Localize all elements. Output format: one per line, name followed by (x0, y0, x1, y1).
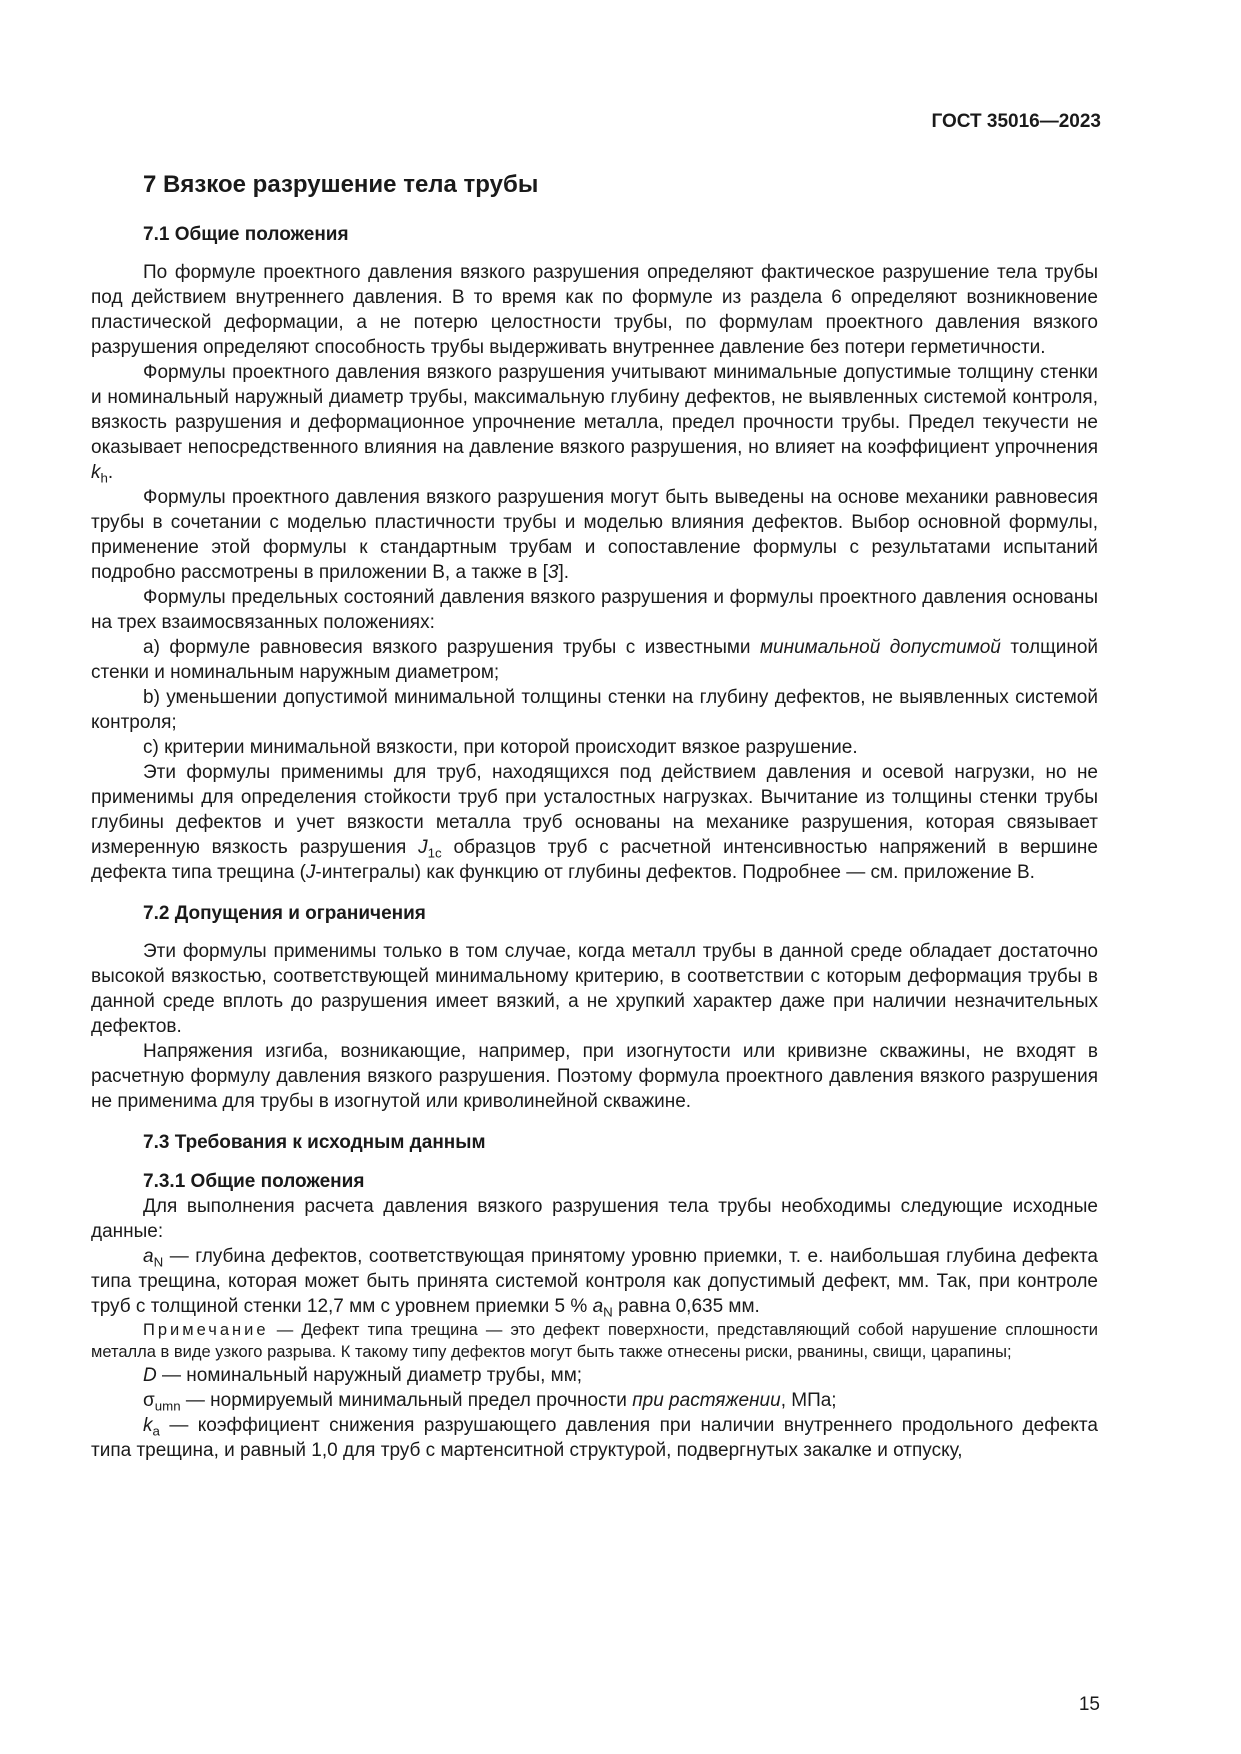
list-item: b) уменьшении допустимой минимальной толщины стенки на глубину дефектов, не выявленных системой контроля; (91, 687, 1098, 733)
section-heading: 7 Вязкое разрушение тела трубы (143, 171, 539, 198)
paragraph: Напряжения изгиба, возникающие, например, при изогнутости или кривизне скважины, не входят в расчетную формулу давления вязкого разрушения. Поэтому формула проектного давления вязкого разрушения не применима для трубы в изогнутой или криволинейной скважине. (91, 1041, 1098, 1112)
paragraph: Эти формулы применимы только в том случае, когда металл трубы в данной среде обладает достаточно высокой вязкостью, соответствующей минимальному критерию, в соответствии с которым деформация трубы в данной среде вплоть до разрушения имеет вязкий, а не хрупкий характер даже при наличии незначительных дефектов. (91, 941, 1098, 1037)
paragraph: По формуле проектного давления вязкого разрушения определяют фактическое разрушение тела трубы под действием внутреннего давления. В то время как по формуле из раздела 6 определяют возникновение пластической деформации, а не потерю целостности трубы, по формулам проектного давления вязкого разрушения определяют способность трубы выдерживать внутреннее давление без потери герметичности. (91, 262, 1098, 358)
note: Примечание — Дефект типа трещина — это дефект поверхности, представляющий собой нарушение сплошности металла в виде узкого разрыва. К такому типу дефектов могут быть также отнесены риски, рванины, свищи, царапины; (91, 1321, 1098, 1361)
subsection-7-1-heading: 7.1 Общие положения (143, 224, 349, 245)
list-item: c) критерии минимальной вязкости, при которой происходит вязкое разрушение. (143, 737, 858, 758)
paragraph: Для выполнения расчета давления вязкого разрушения тела трубы необходимы следующие исходные данные: (91, 1196, 1098, 1242)
page-number: 15 (1078, 1694, 1100, 1715)
paragraph: Формулы предельных состояний давления вязкого разрушения и формулы проектного давления основаны на трех взаимосвязанных положениях: (91, 587, 1098, 633)
reference-link[interactable]: 3 (547, 562, 559, 583)
list-item: a) формуле равновесия вязкого разрушения трубы с известными минимальной допустимой толщиной стенки и номинальным наружным диаметром; (91, 637, 1098, 683)
subsection-7-2-heading: 7.2 Допущения и ограничения (143, 903, 426, 924)
subsection-7-3-1-heading: 7.3.1 Общие положения (143, 1171, 365, 1192)
paragraph: Эти формулы применимы для труб, находящихся под действием давления и осевой нагрузки, но не применимы для определения стойкости труб при усталостных нагрузках. Вычитание из толщины стенки трубы глубины дефектов и учет вязкости металла труб основаны на механике разрушения, которая связывает измеренную вязкость разрушения $J_{1c}$ образцов труб с расчетной интенсивностью напряжений в вершине дефекта типа трещина (J-интегралы) как функцию от глубины дефектов. Подробнее — см. приложение В. (91, 762, 1098, 883)
paragraph: Формулы проектного давления вязкого разрушения могут быть выведены на основе механики равновесия трубы в сочетании с моделью пластичности трубы и моделью влияния дефектов. Выбор основной формулы, применение этой формулы к стандартным трубам и сопоставление формулы с результатами испытаний подробно рассмотрены в приложении В, а также в [3]. (91, 487, 1098, 583)
page-content (91, 170, 1098, 1463)
note-label: Примечание (143, 1321, 269, 1339)
definition-sigma: $\sigma_{umn}$ — нормируемый минимальный предел прочности при растяжении, МПа; (143, 1390, 837, 1414)
subsection-7-3-heading: 7.3 Требования к исходным данным (143, 1132, 486, 1153)
paragraph: Формулы проектного давления вязкого разрушения учитывают минимальные допустимые толщину стенки и номинальный наружный диаметр трубы, максимальную глубину дефектов, не выявленных системой контроля, вязкость разрушения и деформационное упрочнение металла, предел прочности трубы. Предел текучести не оказывает непосредственного влияния на давление вязкого разрушения, но влияет на коэффициент упрочнения $k_h$. (91, 362, 1098, 486)
definition-aN: $a_N$ — глубина дефектов, соответствующая принятому уровню приемки, т. е. наибольшая глубина дефекта типа трещина, которая может быть принята системой контроля как допустимый дефект, мм. Так, при контроле труб с толщиной стенки 12,7 мм с уровнем приемки 5 % $a_N$ равна 0,635 мм. (91, 1246, 1098, 1320)
document-code: ГОСТ 35016—2023 (931, 111, 1101, 132)
definition-ka: $k_a$ — коэффициент снижения разрушающего давления при наличии внутреннего продольного дефекта типа трещина, и равный 1,0 для труб с мартенситной структурой, подвергнутых закалке и отпуску, (91, 1415, 1098, 1461)
definition-D: D — номинальный наружный диаметр трубы, мм; (143, 1365, 583, 1386)
